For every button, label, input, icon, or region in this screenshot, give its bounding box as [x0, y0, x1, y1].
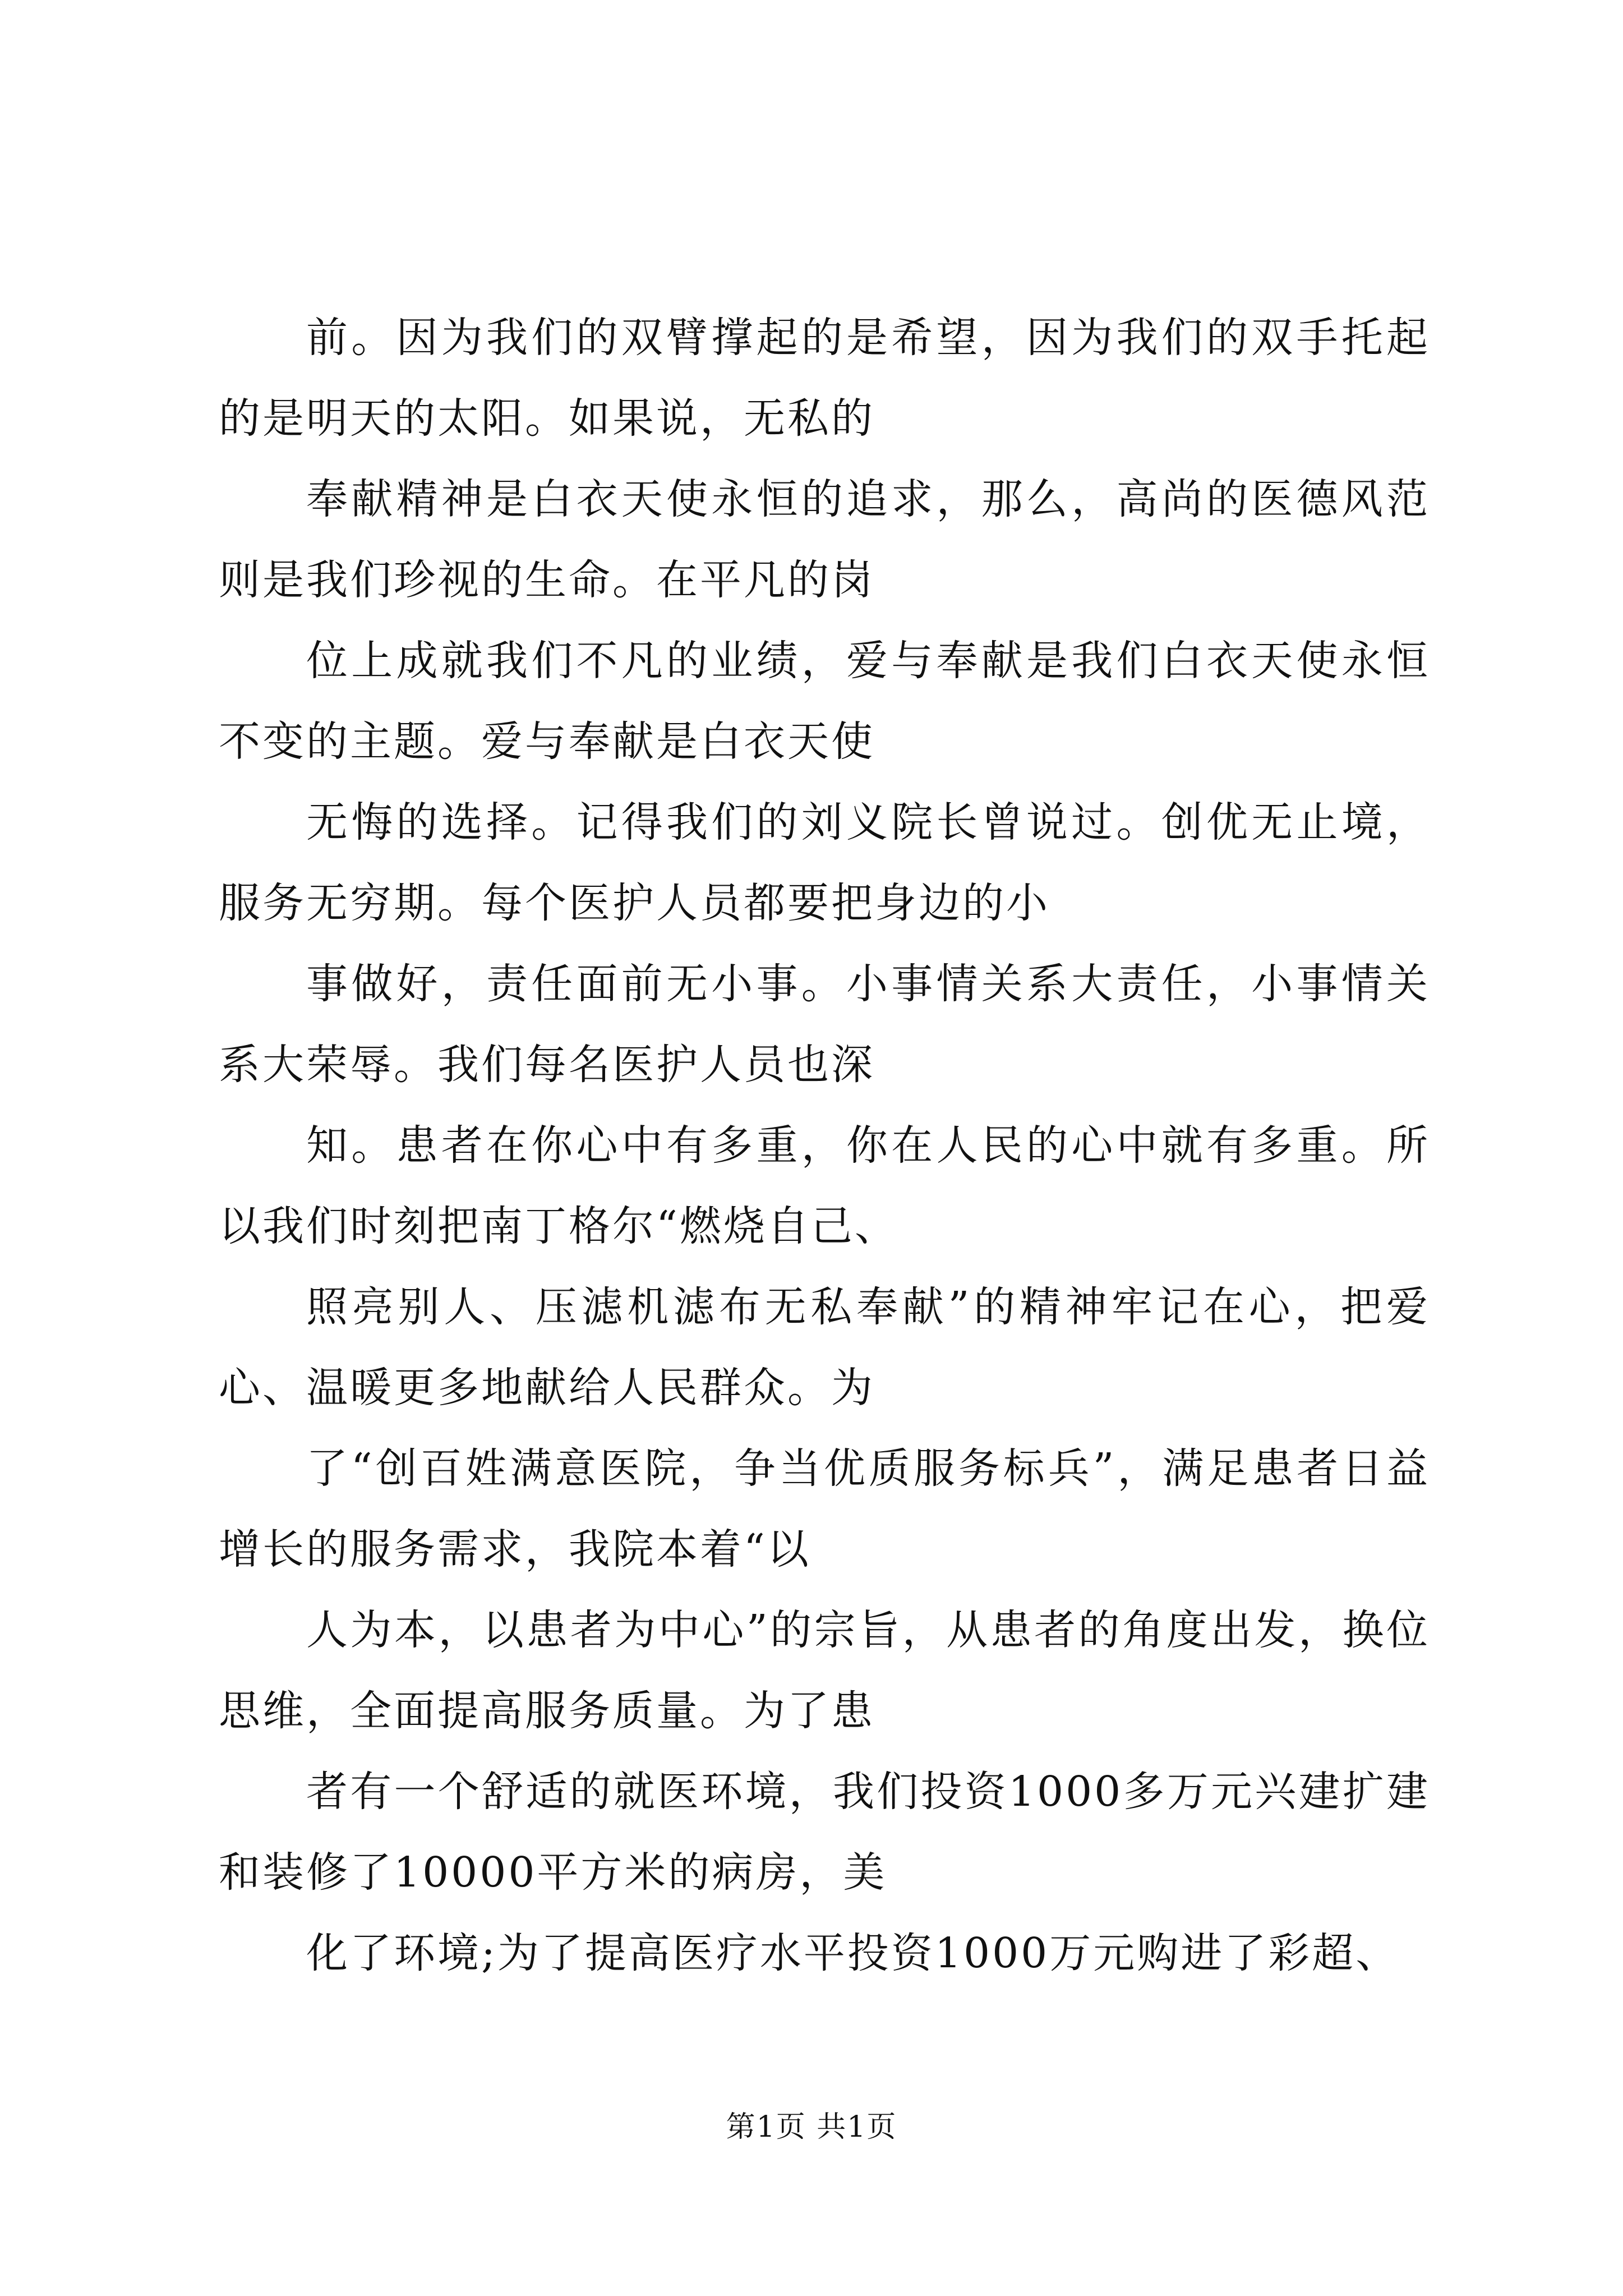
paragraph-4: 无悔的选择。记得我们的刘义院长曾说过。创优无止境，服务无穷期。每个医护人员都要把身边的小 — [219, 798, 1430, 927]
paragraph-1: 前。因为我们的双臂撑起的是希望，因为我们的双手托起的是明天的太阳。如果说，无私的 — [219, 314, 1430, 443]
paragraph-9: 人为本，以患者为中心”的宗旨，从患者的角度出发，换位思维，全面提高服务质量。为了患 — [219, 1606, 1430, 1735]
paragraph-6: 知。患者在你心中有多重，你在人民的心中就有多重。所以我们时刻把南丁格尔“燃烧自己、 — [219, 1121, 1430, 1250]
paragraph-7: 照亮别人、压滤机滤布无私奉献”的精神牢记在心，把爱心、温暖更多地献给人民群众。为 — [219, 1283, 1430, 1412]
document-body — [219, 297, 1430, 1994]
paragraph-10: 者有一个舒适的就医环境，我们投资1000多万元兴建扩建和装修了10000平方米的病房，美 — [219, 1768, 1430, 1897]
page-footer: 第1页 共1页 — [726, 2110, 897, 2144]
paragraph-11: 化了环境;为了提高医疗水平投资1000万元购进了彩超、 — [306, 1929, 1400, 1977]
paragraph-8: 了“创百姓满意医院，争当优质服务标兵”，满足患者日益增长的服务需求，我院本着“以 — [219, 1444, 1430, 1573]
paragraph-2: 奉献精神是白衣天使永恒的追求，那么，高尚的医德风范则是我们珍视的生命。在平凡的岗 — [219, 475, 1430, 604]
paragraph-5: 事做好，责任面前无小事。小事情关系大责任，小事情关系大荣辱。我们每名医护人员也深 — [219, 960, 1430, 1089]
paragraph-3: 位上成就我们不凡的业绩，爱与奉献是我们白衣天使永恒不变的主题。爱与奉献是白衣天使 — [219, 637, 1430, 766]
